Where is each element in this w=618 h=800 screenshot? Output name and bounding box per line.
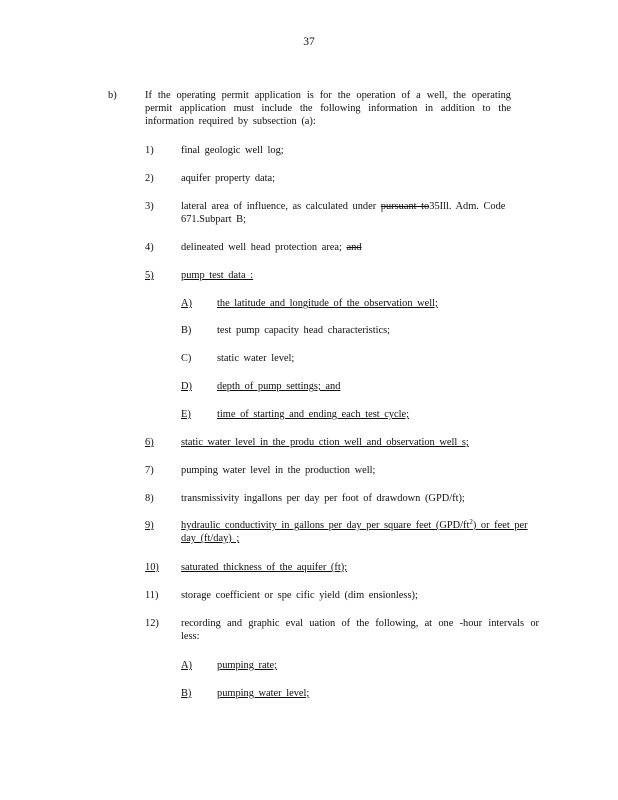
item-number: 10) (145, 562, 159, 573)
subsection-label: b) (108, 90, 117, 101)
item-text (181, 519, 539, 545)
subitem-text (217, 297, 539, 310)
inserted-text: pumping rate; (217, 660, 278, 671)
item-number: 4) (145, 242, 154, 253)
item-number: 6) (145, 437, 154, 448)
inserted-text: depth of pump settings; and (217, 381, 341, 392)
item-text-part: lateral area of influence, as calculated under (181, 201, 377, 212)
item-text: recording and graphic eval uation of the following, at one -hour intervals or less: (181, 618, 539, 642)
subitem-number: B) (181, 325, 192, 336)
subitem-text: test pump capacity head characteristics; (217, 325, 391, 336)
item-number: 12) (145, 618, 159, 629)
item-text (181, 241, 539, 254)
item-number: 3) (145, 201, 154, 212)
item-number: 8) (145, 493, 154, 504)
item-number: 1) (145, 145, 154, 156)
item-number: 9) (145, 520, 154, 531)
inserted-text: ) or feet per day (ft/day) ; (181, 520, 528, 544)
item-text: aquifer property data; (181, 173, 276, 184)
item-text (181, 561, 539, 574)
item-text (181, 436, 539, 449)
inserted-text: hydraulic conductivity in gallons per day per square feet (GPD/ft (181, 520, 470, 531)
item-text: transmissivity ingallons per day per foot of drawdown (GPD/ft); (181, 493, 465, 504)
subitem-text (217, 687, 539, 700)
item-number: 11) (145, 590, 159, 601)
inserted-text: time of starting and ending each test cycle; (217, 409, 410, 420)
page-number: 37 (303, 36, 315, 48)
subitem-number: A) (181, 298, 192, 309)
item-text-part: delineated well head protection area; (181, 242, 342, 253)
superscript: 2 (469, 518, 473, 526)
subitem-text (217, 380, 539, 393)
subitem-text (217, 659, 539, 672)
subitem-text (217, 408, 539, 421)
inserted-text: static water level in the produ ction well and observation well s; (181, 437, 469, 448)
item-number: 5) (145, 270, 154, 281)
subitem-number: B) (181, 688, 192, 699)
item-number: 2) (145, 173, 154, 184)
inserted-text: saturated thickness of the aquifer (ft); (181, 562, 348, 573)
subitem-number: E) (181, 409, 191, 420)
subitem-number: A) (181, 660, 192, 671)
inserted-text: pumping water level; (217, 688, 310, 699)
item-text: final geologic well log; (181, 145, 284, 156)
inserted-text: pump test data : (181, 270, 254, 281)
struck-text: pursuant to (380, 201, 430, 212)
item-text: pumping water level in the production well; (181, 465, 376, 476)
item-number: 7) (145, 465, 154, 476)
subitem-number: C) (181, 353, 192, 364)
item-text (181, 200, 529, 226)
subitem-text: static water level; (217, 353, 295, 364)
item-text (181, 269, 539, 282)
struck-text: and (346, 242, 362, 253)
inserted-text: the latitude and longitude of the observation well; (217, 298, 438, 309)
subsection-intro: If the operating permit application is for the operation of a well, the operating permit application must include the following information in addition to the information required by subsection (a): (145, 90, 511, 127)
item-text-part: 35Ill. Adm. Code 671.Subpart B; (181, 201, 506, 225)
item-text: storage coefficient or spe cific yield (dim ensionless); (181, 590, 418, 601)
subitem-number: D) (181, 381, 192, 392)
